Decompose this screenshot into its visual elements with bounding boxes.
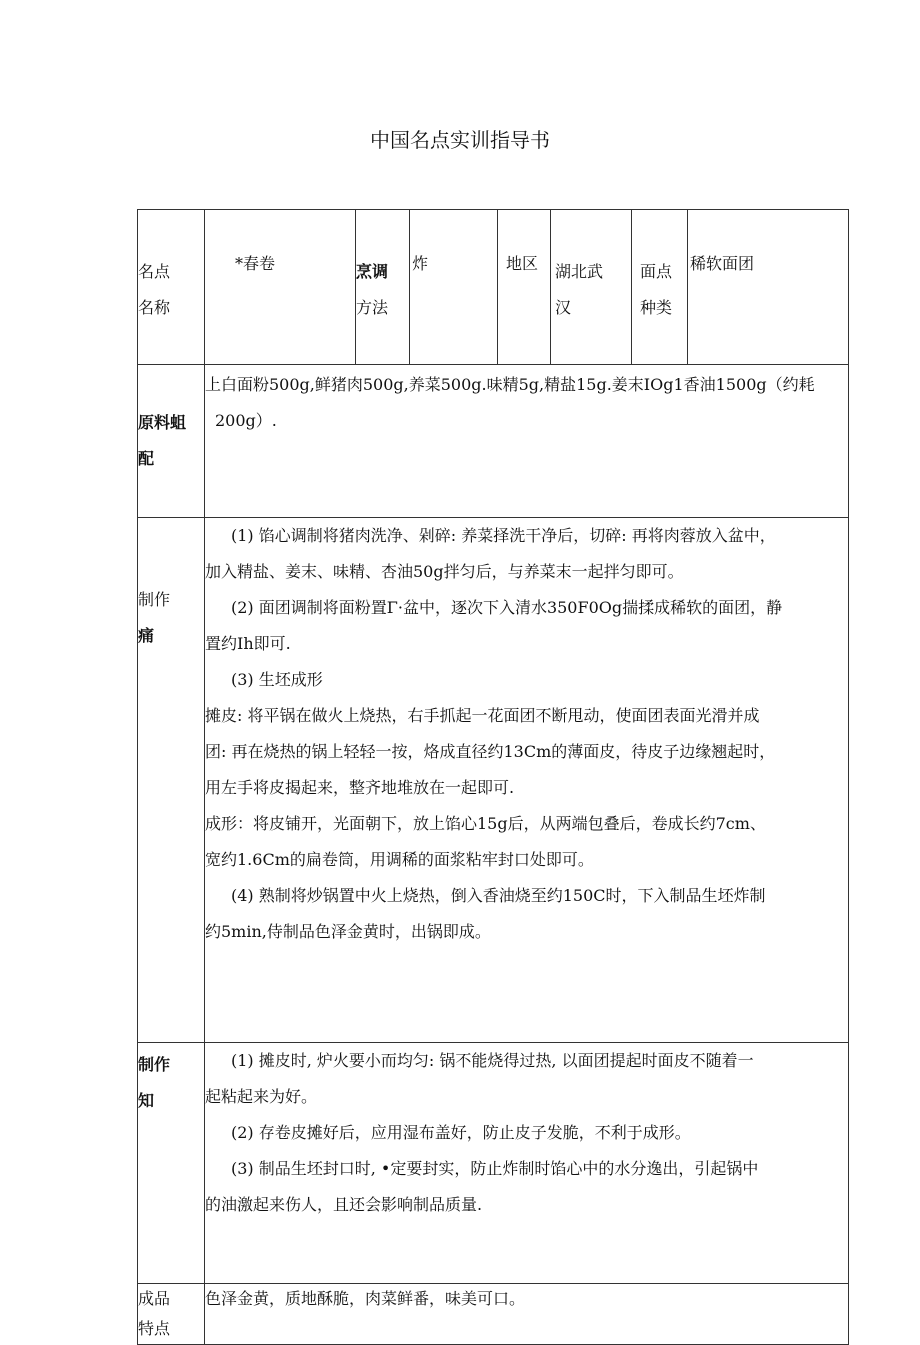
type-label [632, 210, 688, 365]
ingredients-line-1: 上白面粉500g,鲜猪肉500g,养菜500g.味精5g,精盐15g.姜末IOg1香油1500g（约耗 [205, 375, 815, 394]
notes-row [138, 1043, 849, 1284]
type-value [688, 210, 849, 365]
method-rolling-line-3: 用左手将皮揭起来，整齐地堆放在一起即可. [205, 778, 515, 797]
method-content [205, 518, 849, 1043]
type-label-line-2: 种类 [640, 298, 673, 317]
features-content [205, 1284, 849, 1345]
method-shaping-line-2: 宽约1.6Cm的扁卷筒，用调稀的面浆粘牢封口处即可。 [205, 850, 594, 869]
ingredients-content [205, 365, 849, 518]
method-value [410, 210, 498, 365]
note-3-line-1: (3) 制品生坯封口时, •定要封实，防止炸制时馅心中的水分逸出，引起锅中 [231, 1159, 759, 1178]
name-label-line-2: 名称 [138, 298, 171, 317]
method-value-text: 炸 [412, 254, 429, 273]
page-title: 中国名点实训指导书 [370, 128, 550, 152]
note-2-line-1: (2) 存卷皮摊好后，应用湿布盖好，防止皮子发脆，不利于成形。 [231, 1123, 691, 1142]
method-shaping-line-1: 成形：将皮铺开，光面朝下，放上馅心15g后，从两端包叠后，卷成长约7cm、 [205, 814, 766, 833]
features-text: 色泽金黄，质地酥脆，肉菜鲜番，味美可口。 [205, 1289, 526, 1308]
features-row [138, 1284, 849, 1345]
method-row [138, 518, 849, 1043]
method-rolling-line-2: 团: 再在烧热的锅上轻轻一按，烙成直径约13Cm的薄面皮，待皮子边缘翘起时， [205, 742, 776, 761]
name-label [138, 210, 205, 365]
method-label-line-2: 方法 [356, 298, 389, 317]
type-value-text: 稀软面团 [690, 254, 755, 273]
type-label-line-1: 面点 [640, 262, 673, 281]
region-value-line-1: 湖北武 [555, 262, 604, 281]
method-step-3-line-1: (3) 生坯成形 [231, 670, 323, 689]
note-1-line-2: 起粘起来为好。 [205, 1087, 318, 1106]
method-label-line-1: 烹调 [356, 262, 389, 281]
method-rolling-line-1: 摊皮: 将平锅在做火上烧热，右手抓起一花面团不断甩动，使面团表面光滑并成 [205, 706, 760, 725]
region-value [551, 210, 632, 365]
method-step-4-line-1: (4) 熟制将炒锅置中火上烧热，倒入香油烧至约150C时，下入制品生坯炸制 [231, 886, 766, 905]
ingredients-line-2: 200g）. [215, 411, 277, 430]
ingredients-label-line-1: 原料蛆 [138, 413, 187, 432]
method-label [356, 210, 410, 365]
name-value-text: *春卷 [235, 254, 276, 273]
method-steps-label [138, 518, 205, 1043]
note-1-line-1: (1) 摊皮时, 炉火要小而均匀: 锅不能烧得过热, 以面团提起时面皮不随着一 [231, 1051, 754, 1070]
notes-content [205, 1043, 849, 1284]
method-step-1 [205, 518, 848, 554]
features-label-line-1: 成品 [138, 1289, 171, 1308]
name-label-line-1: 名点 [138, 262, 171, 281]
region-label [498, 210, 551, 365]
method-step-2-line-2: 置约Ih即可. [205, 634, 291, 653]
method-step-1-line-2: 加入精盐、姜末、味精、杏油50g拌匀后，与养菜末一起拌匀即可。 [205, 562, 684, 581]
ingredients-label-line-2: 配 [138, 449, 155, 468]
method-steps-label-line-1: 制作 [138, 590, 171, 609]
features-label-line-2: 特点 [138, 1319, 171, 1338]
notes-label-line-2: 知 [138, 1091, 155, 1110]
method-step-4-line-2: 约5min,侍制品色泽金黄时，出锅即成。 [205, 922, 491, 941]
recipe-table [137, 209, 849, 1345]
region-label-text: 地区 [506, 254, 539, 273]
method-step-1-line-1: (1) 馅心调制将猪肉洗净、剁碎: 养菜择洗干净后，切碎: 再将肉蓉放入盆中， [231, 526, 776, 545]
features-label [138, 1284, 205, 1345]
note-3-line-2: 的油激起来伤人，且还会影响制品质量. [205, 1195, 483, 1214]
header-row [138, 210, 849, 365]
method-steps-label-line-2: 痛 [138, 626, 155, 645]
ingredients-row [138, 365, 849, 518]
notes-label [138, 1043, 205, 1284]
method-step-2-line-1: (2) 面团调制将面粉置Γ·盆中，逐次下入清水350F0Og揣揉成稀软的面团，静 [231, 598, 783, 617]
ingredients-label [138, 365, 205, 518]
region-value-line-2: 汉 [555, 298, 572, 317]
name-value [205, 210, 356, 365]
notes-label-line-1: 制作 [138, 1055, 171, 1074]
